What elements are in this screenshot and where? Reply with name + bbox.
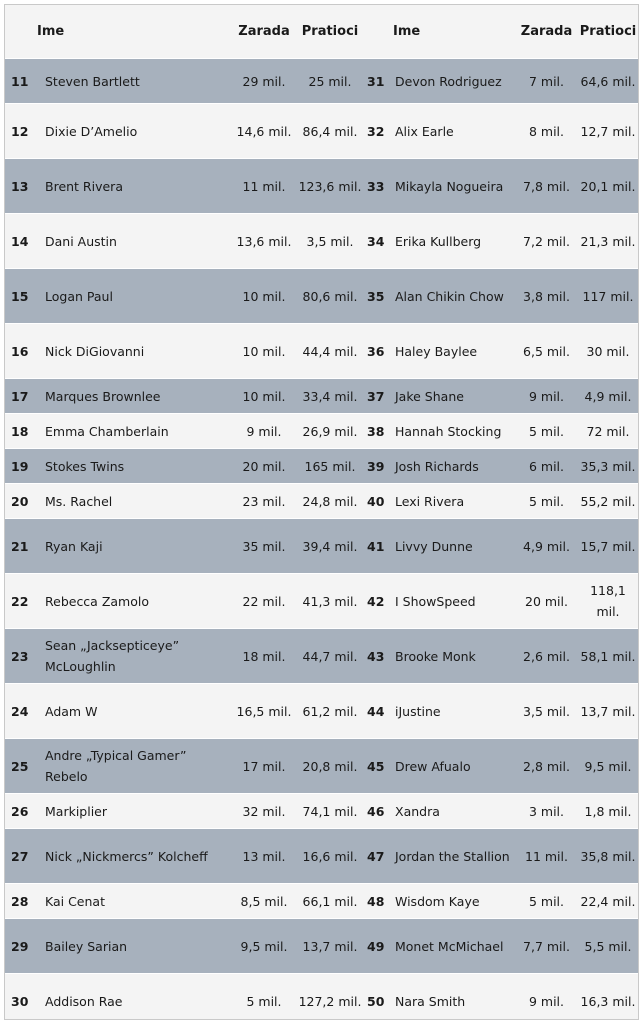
cell-rank-right: 46 xyxy=(367,803,385,819)
cell-earnings-right: 4,9 mil. xyxy=(523,538,570,554)
cell-followers-left: 41,3 mil. xyxy=(302,593,358,609)
cell-rank-right: 37 xyxy=(367,388,385,404)
table-row xyxy=(5,574,639,629)
table-row xyxy=(5,794,639,829)
cell-earnings-left: 17 mil. xyxy=(242,758,286,774)
cell-rank-right: 39 xyxy=(367,458,385,474)
cell-followers-right: 5,5 mil. xyxy=(584,938,632,954)
cell-name-right: Hannah Stocking xyxy=(395,423,502,439)
cell-rank-left: 17 xyxy=(11,388,29,404)
cell-followers-right: 22,4 mil. xyxy=(580,893,636,909)
cell-followers-right: 9,5 mil. xyxy=(584,758,632,774)
cell-name-right: Josh Richards xyxy=(395,458,479,474)
cell-followers-left: 24,8 mil. xyxy=(302,493,358,509)
header-name-left: Ime xyxy=(37,24,65,39)
cell-name-right: Livvy Dunne xyxy=(395,538,473,554)
cell-earnings-left: 20 mil. xyxy=(242,458,286,474)
cell-rank-left: 19 xyxy=(11,458,29,474)
cell-followers-left: 61,2 mil. xyxy=(302,703,358,719)
cell-followers-left: 80,6 mil. xyxy=(302,288,358,304)
cell-earnings-right: 7,7 mil. xyxy=(523,938,570,954)
cell-name-right: I ShowSpeed xyxy=(395,593,476,609)
cell-followers-right: 16,3 mil. xyxy=(580,993,636,1009)
cell-earnings-right: 8 mil. xyxy=(528,123,565,139)
cell-earnings-left: 32 mil. xyxy=(242,803,286,819)
cell-earnings-right: 5 mil. xyxy=(528,423,565,439)
cell-earnings-left: 10 mil. xyxy=(242,388,286,404)
table-row xyxy=(5,104,639,159)
cell-name-left: Nick „Nickmercs” Kolcheff xyxy=(45,848,208,864)
cell-rank-left: 27 xyxy=(11,848,29,864)
cell-earnings-right: 7,8 mil. xyxy=(523,178,570,194)
cell-earnings-right: 6,5 mil. xyxy=(523,343,570,359)
cell-name-left: Nick DiGiovanni xyxy=(45,343,145,359)
cell-rank-right: 32 xyxy=(367,123,385,139)
cell-earnings-left: 13,6 mil. xyxy=(236,233,292,249)
cell-followers-right: 64,6 mil. xyxy=(580,73,636,89)
cell-rank-right: 45 xyxy=(367,758,385,774)
cell-followers-right: 12,7 mil. xyxy=(580,123,636,139)
cell-followers-right: 1,8 mil. xyxy=(584,803,632,819)
cell-name-right: Drew Afualo xyxy=(395,758,471,774)
cell-rank-left: 13 xyxy=(11,178,29,194)
cell-earnings-right: 6 mil. xyxy=(528,458,565,474)
cell-name-right: Erika Kullberg xyxy=(395,233,482,249)
cell-rank-left: 12 xyxy=(11,123,29,139)
cell-earnings-left: 23 mil. xyxy=(242,493,286,509)
header-earnings-left: Zarada xyxy=(238,24,290,39)
cell-rank-right: 38 xyxy=(367,423,385,439)
cell-earnings-right: 3,8 mil. xyxy=(523,288,570,304)
cell-earnings-right: 2,8 mil. xyxy=(523,758,570,774)
cell-followers-right: 4,9 mil. xyxy=(584,388,632,404)
cell-earnings-left: 5 mil. xyxy=(246,993,282,1009)
cell-name-right: Wisdom Kaye xyxy=(395,893,480,909)
cell-rank-right: 33 xyxy=(367,178,385,194)
cell-earnings-right: 5 mil. xyxy=(528,893,565,909)
cell-earnings-left: 10 mil. xyxy=(242,343,286,359)
cell-followers-left: 25 mil. xyxy=(308,73,352,89)
cell-name-right: Brooke Monk xyxy=(395,648,476,664)
cell-followers-left: 26,9 mil. xyxy=(302,423,358,439)
cell-rank-left: 14 xyxy=(11,233,29,249)
cell-rank-right: 41 xyxy=(367,538,385,554)
cell-earnings-left: 18 mil. xyxy=(242,648,286,664)
cell-rank-left: 22 xyxy=(11,593,29,609)
cell-earnings-right: 3,5 mil. xyxy=(523,703,570,719)
cell-earnings-right: 5 mil. xyxy=(528,493,565,509)
cell-name-left: Marques Brownlee xyxy=(45,388,161,404)
cell-earnings-left: 29 mil. xyxy=(242,73,286,89)
header-followers-left: Pratioci xyxy=(301,24,359,39)
table-header-row xyxy=(5,5,639,59)
cell-name-left: Rebecca Zamolo xyxy=(45,593,149,609)
cell-name-left: Andre „Typical Gamer” Rebelo xyxy=(45,748,187,784)
cell-rank-right: 35 xyxy=(367,288,385,304)
cell-followers-right: 58,1 mil. xyxy=(580,648,636,664)
cell-name-left: Markiplier xyxy=(45,803,108,819)
cell-name-left: Emma Chamberlain xyxy=(45,423,169,439)
table-row xyxy=(5,519,639,574)
cell-rank-left: 28 xyxy=(11,893,29,909)
cell-followers-left: 74,1 mil. xyxy=(302,803,358,819)
cell-name-left: Dani Austin xyxy=(45,233,117,249)
cell-rank-right: 40 xyxy=(367,493,385,509)
cell-rank-right: 49 xyxy=(367,938,385,954)
table-row xyxy=(5,159,639,214)
cell-followers-left: 3,5 mil. xyxy=(306,233,354,249)
table-row xyxy=(5,379,639,414)
cell-name-right: Alan Chikin Chow xyxy=(395,288,504,304)
cell-name-right: Jordan the Stallion xyxy=(395,848,510,864)
cell-name-left: Dixie D’Amelio xyxy=(45,123,138,139)
table-row xyxy=(5,324,639,379)
table-row xyxy=(5,884,639,919)
cell-name-right: Devon Rodriguez xyxy=(395,73,502,89)
cell-rank-left: 29 xyxy=(11,938,29,954)
cell-name-right: Jake Shane xyxy=(395,388,464,404)
cell-name-left: Brent Rivera xyxy=(45,178,123,194)
cell-earnings-right: 9 mil. xyxy=(528,993,565,1009)
cell-followers-left: 39,4 mil. xyxy=(302,538,358,554)
cell-name-right: Xandra xyxy=(395,803,440,819)
cell-rank-right: 43 xyxy=(367,648,385,664)
table-row xyxy=(5,214,639,269)
cell-earnings-right: 7,2 mil. xyxy=(523,233,570,249)
cell-followers-right: 20,1 mil. xyxy=(580,178,636,194)
table-row xyxy=(5,629,639,684)
cell-name-right: Haley Baylee xyxy=(395,343,478,359)
cell-rank-left: 30 xyxy=(11,993,29,1009)
cell-name-left: Ryan Kaji xyxy=(45,538,103,554)
cell-followers-left: 16,6 mil. xyxy=(302,848,358,864)
cell-earnings-left: 8,5 mil. xyxy=(240,893,288,909)
table-row xyxy=(5,414,639,449)
cell-rank-right: 50 xyxy=(367,993,385,1009)
cell-earnings-left: 13 mil. xyxy=(242,848,286,864)
table-row xyxy=(5,739,639,794)
cell-rank-left: 15 xyxy=(11,288,29,304)
cell-earnings-right: 3 mil. xyxy=(528,803,565,819)
cell-earnings-left: 9,5 mil. xyxy=(240,938,288,954)
cell-name-right: iJustine xyxy=(395,703,441,719)
cell-earnings-right: 20 mil. xyxy=(525,593,568,609)
cell-followers-left: 66,1 mil. xyxy=(302,893,358,909)
header-followers-right: Pratioci xyxy=(579,24,637,39)
cell-rank-left: 18 xyxy=(11,423,29,439)
cell-followers-right: 72 mil. xyxy=(586,423,630,439)
cell-name-left: Ms. Rachel xyxy=(45,493,113,509)
cell-followers-left: 127,2 mil. xyxy=(298,993,362,1009)
cell-followers-left: 33,4 mil. xyxy=(302,388,358,404)
table-row xyxy=(5,919,639,974)
table-row xyxy=(5,974,639,1021)
cell-name-left: Logan Paul xyxy=(45,288,113,304)
cell-followers-right: 117 mil. xyxy=(582,288,634,304)
cell-followers-left: 13,7 mil. xyxy=(302,938,358,954)
header-rank-right xyxy=(365,5,393,59)
cell-rank-left: 20 xyxy=(11,493,29,509)
creator-ranking-table xyxy=(5,5,639,1020)
table-row xyxy=(5,59,639,104)
cell-followers-right: 21,3 mil. xyxy=(580,233,636,249)
table-row xyxy=(5,829,639,884)
cell-rank-left: 16 xyxy=(11,343,29,359)
cell-earnings-left: 14,6 mil. xyxy=(236,123,292,139)
cell-earnings-left: 9 mil. xyxy=(246,423,282,439)
cell-name-left: Addison Rae xyxy=(45,993,123,1009)
cell-followers-left: 44,7 mil. xyxy=(302,648,358,664)
cell-rank-left: 21 xyxy=(11,538,29,554)
cell-followers-left: 123,6 mil. xyxy=(298,178,362,194)
table-body xyxy=(5,59,639,1021)
cell-rank-right: 31 xyxy=(367,73,385,89)
cell-followers-left: 165 mil. xyxy=(304,458,356,474)
cell-earnings-left: 22 mil. xyxy=(242,593,286,609)
cell-followers-right: 35,3 mil. xyxy=(580,458,636,474)
cell-name-right: Lexi Rivera xyxy=(395,493,465,509)
cell-followers-left: 86,4 mil. xyxy=(302,123,358,139)
cell-rank-right: 34 xyxy=(367,233,385,249)
cell-earnings-right: 2,6 mil. xyxy=(523,648,570,664)
cell-rank-right: 44 xyxy=(367,703,385,719)
cell-followers-right: 118,1 mil. xyxy=(590,583,626,619)
cell-rank-left: 23 xyxy=(11,648,29,664)
table-row xyxy=(5,484,639,519)
cell-name-left: Bailey Sarian xyxy=(45,938,128,954)
cell-rank-right: 48 xyxy=(367,893,385,909)
cell-name-left: Sean „Jacksepticeye” McLoughlin xyxy=(45,638,180,674)
cell-followers-left: 44,4 mil. xyxy=(302,343,358,359)
cell-name-right: Alix Earle xyxy=(395,123,454,139)
cell-earnings-left: 16,5 mil. xyxy=(236,703,292,719)
cell-earnings-left: 11 mil. xyxy=(242,178,286,194)
cell-earnings-right: 9 mil. xyxy=(528,388,565,404)
cell-earnings-left: 35 mil. xyxy=(242,538,286,554)
table-row xyxy=(5,449,639,484)
cell-name-left: Kai Cenat xyxy=(45,893,105,909)
cell-name-left: Steven Bartlett xyxy=(45,73,140,89)
header-earnings-right: Zarada xyxy=(520,24,573,39)
cell-rank-right: 36 xyxy=(367,343,385,359)
header-name-right: Ime xyxy=(393,24,421,39)
cell-followers-right: 30 mil. xyxy=(586,343,630,359)
cell-name-left: Adam W xyxy=(45,703,98,719)
cell-followers-right: 55,2 mil. xyxy=(580,493,636,509)
cell-name-left: Stokes Twins xyxy=(45,458,125,474)
cell-rank-left: 11 xyxy=(11,73,29,89)
cell-followers-right: 35,8 mil. xyxy=(580,848,636,864)
cell-rank-left: 25 xyxy=(11,758,29,774)
cell-followers-right: 15,7 mil. xyxy=(580,538,636,554)
cell-rank-right: 42 xyxy=(367,593,385,609)
ranking-table-frame xyxy=(4,4,639,1020)
cell-earnings-left: 10 mil. xyxy=(242,288,286,304)
cell-earnings-right: 7 mil. xyxy=(528,73,565,89)
table-row xyxy=(5,684,639,739)
cell-name-right: Monet McMichael xyxy=(395,938,504,954)
cell-earnings-right: 11 mil. xyxy=(525,848,568,864)
cell-rank-left: 26 xyxy=(11,803,29,819)
cell-followers-left: 20,8 mil. xyxy=(302,758,358,774)
cell-rank-right: 47 xyxy=(367,848,385,864)
cell-name-right: Nara Smith xyxy=(395,993,466,1009)
header-rank-left xyxy=(5,5,37,59)
cell-rank-left: 24 xyxy=(11,703,29,719)
cell-followers-right: 13,7 mil. xyxy=(580,703,636,719)
cell-name-right: Mikayla Nogueira xyxy=(395,178,504,194)
table-row xyxy=(5,269,639,324)
